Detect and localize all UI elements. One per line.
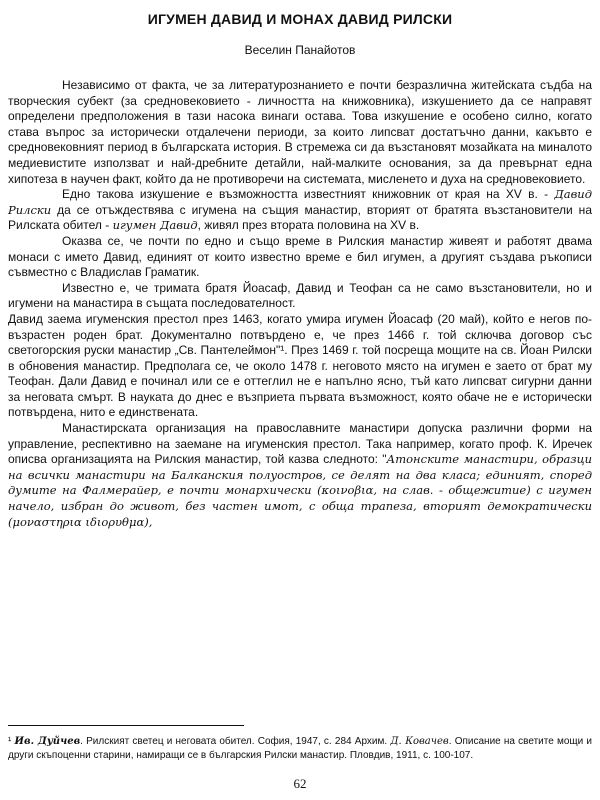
article-title: ИГУМЕН ДАВИД И МОНАХ ДАВИД РИЛСКИ xyxy=(147,11,453,27)
footnote-author-2: Д. Ковачев xyxy=(390,736,449,747)
article-body xyxy=(8,78,592,530)
paragraph-3: Оказва се, че почти по едно и също време в Рилския манастир живеят и работят двама монаси с името Давид, единият от които известно време е бил игумен, а другият създава ръкописи съвместно с Владислав Граматик. xyxy=(8,233,592,280)
footnote-marker: ¹ xyxy=(8,736,12,747)
paragraph-2-italic-name-2: игумен Давид xyxy=(112,218,198,233)
paragraph-4: Известно е, че тримата братя Йоасаф, Давид и Теофан са не само възстановители, но и игумени на манастира в същата последователност. xyxy=(8,280,592,311)
page-number: 62 xyxy=(293,776,307,791)
footnote-text-1: . Рилският светец и неговата обител. София, 1947, с. 284 Архим. xyxy=(80,736,391,747)
paragraph-1: Независимо от факта, че за литературознанието е почти безразлична житейската съдба на творческия субект (за средновековието - личността на книжовника), изкушението да се направят определени предположения в тази насока винаги остава. Това изкушение е особено силно, когато става въпрос за исторически отдалечени периоди, за които липсват достатъчно данни, какъвто е средновековният период в българската история. В стремежа си да възстановят мозайката на миналото медиевистите използват и най-дребните детайли, най-малките основания, за да превърнат една хипотеза в научен факт, който да не противоречи на системата, мисленето и духа на средновековието. xyxy=(8,78,592,186)
paragraph-2-text-e: , живял през втората половина на XV в. xyxy=(197,218,420,233)
footnote-author-1: Ив. Дуйчев xyxy=(14,736,81,747)
paragraph-2-text-a: Едно такова изкушение е възможността известният книжовник от края на XV в. - xyxy=(62,187,555,202)
article-author: Веселин Панайотов xyxy=(244,43,356,57)
paragraph-6-text-a: Манастирската организация на православните манастири допуска различни форми на управление, респективно на заемане на игуменския престол. Така например, когато проф. К. Иречек описва организацията на Рилския манастир, той казва следното: " xyxy=(8,421,592,467)
paragraph-2-italic-name-1: Давид Рилски xyxy=(8,187,592,217)
paragraph-6 xyxy=(8,421,592,530)
paragraph-2 xyxy=(8,187,592,234)
footnote-divider xyxy=(8,725,244,726)
footnote-text-2: . Описание на светите мощи и други скъпоценни старини, намиращи се в българския Рилски манастир. Пловдив, 1911, с. 100-107. xyxy=(8,736,593,761)
paragraph-5: Давид заема игуменския престол през 1463, когато умира игумен Йоасаф (20 май), който е негов по-възрастен роден брат. Документално потвърдено е, че през 1466 г. той сключва договор със светогорския руски манастир „Св. Пантелеймон"¹. През 1469 г. той посреща мощите на св. Йоан Рилски в обновения манастир. Предполага се, че около 1478 г. неговото място на игумен е заето от брат му Теофан. Дали Давид е починал или се е оттеглил не е напълно ясно, тъй като липсват сигурни данни за неговата смърт. В науката до днес е възприета първата възможност, която обаче не е исторически потвърдена, нито е единствената. xyxy=(8,311,592,420)
paragraph-6-italic-quote: Атонските манастири, образци на всички манастири на Балканския полуостров, се делят на два класа; единият, според думите на Фалмерайер, е почти монархически (κοινοβια, на слав. - общежитие) с игумен начело, избран до живот, без частен имот, с обща трапеза, вторият демократически (μοναστηρια ιδιορυθμα), xyxy=(8,452,593,529)
paragraph-2-text-c: да се отъждествява с игумена на същия манастир, вторият от братята възстановители на Рилската обител - xyxy=(8,202,592,233)
footnote xyxy=(8,735,592,762)
